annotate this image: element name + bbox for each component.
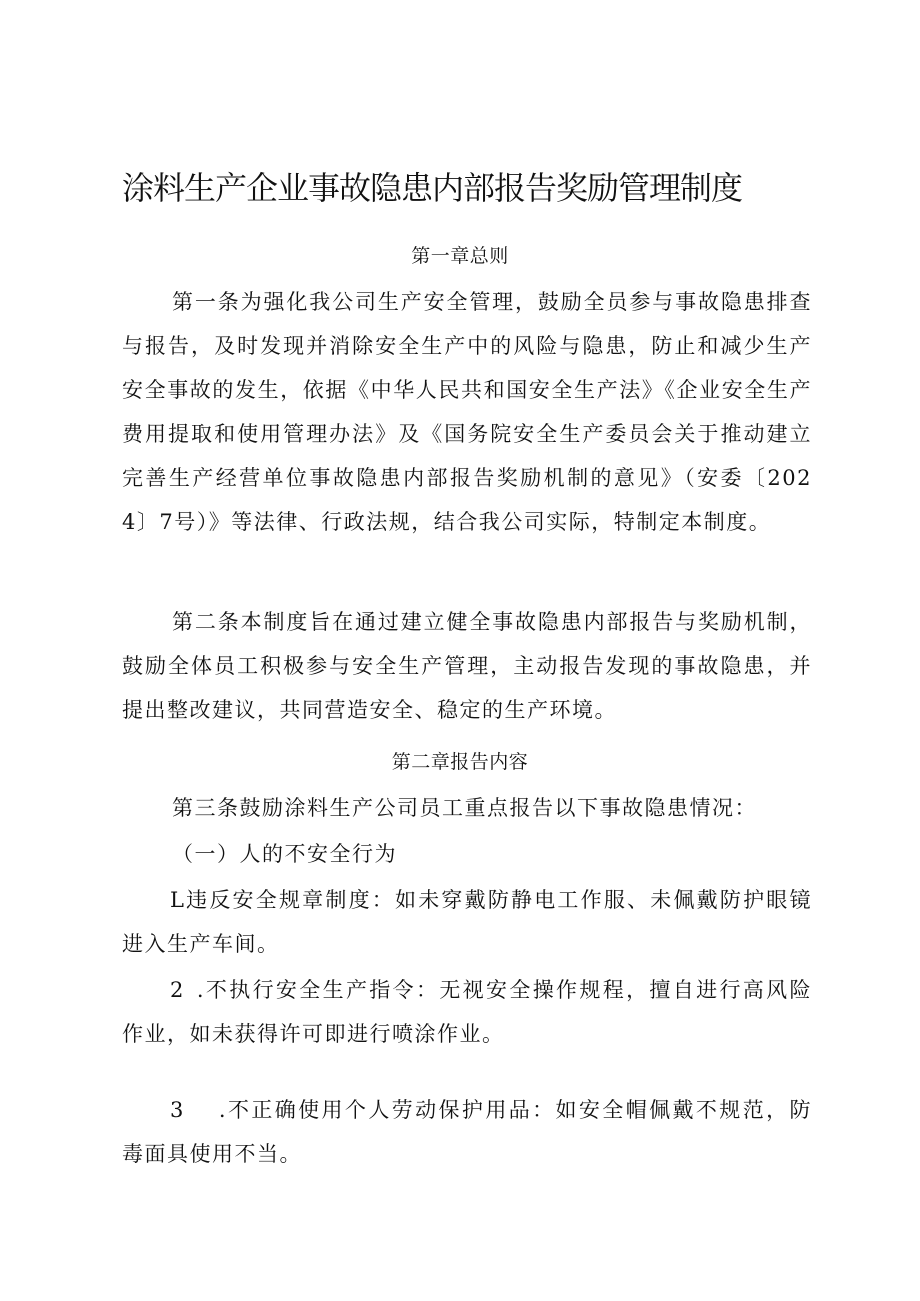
list-item-1: L违反安全规章制度：如未穿戴防静电工作服、未佩戴防护眼镜进入生产车间。 (122, 888, 812, 956)
chapter-heading-2: 第二章报告内容 (391, 751, 529, 773)
article-2: 第二条本制度旨在通过建立健全事故隐患内部报告与奖励机制，鼓励全体员工积极参与安全生产管理，主动报告发现的事故隐患，并提出整改建议，共同营造安全、稳定的生产环境。 (122, 610, 812, 722)
list-item-3 (122, 1088, 812, 1176)
list-item-2 (122, 968, 812, 1056)
document-title: 涂料生产企业事故隐患内部报告奖励管理制度 (122, 169, 743, 207)
list-item-3-number: 3 (170, 1098, 185, 1122)
list-item-3-text: .不正确使用个人劳动保护用品：如安全帽佩戴不规范，防毒面具使用不当。 (122, 1098, 812, 1166)
chapter-heading-1: 第一章总则 (411, 245, 509, 267)
list-item-2-number: 2 (170, 978, 185, 1002)
article-3: 第三条鼓励涂料生产公司员工重点报告以下事故隐患情况： (172, 796, 757, 820)
section-heading-1: （一）人的不安全行为 (172, 842, 397, 866)
article-1: 第一条为强化我公司生产安全管理，鼓励全员参与事故隐患排查与报告，及时发现并消除安全生产中的风险与隐患，防止和减少生产安全事故的发生，依据《中华人民共和国安全生产法》《企业安全生产费用提取和使用管理办法》及《国务院安全生产委员会关于推动建立完善生产经营单位事故隐患内部报告奖励机制的意见》（安委〔2024〕7号）》等法律、行政法规，结合我公司实际，特制定本制度。 (122, 290, 812, 534)
list-item-2-text: .不执行安全生产指令：无视安全操作规程，擅自进行高风险作业，如未获得许可即进行喷涂作业。 (122, 978, 812, 1046)
